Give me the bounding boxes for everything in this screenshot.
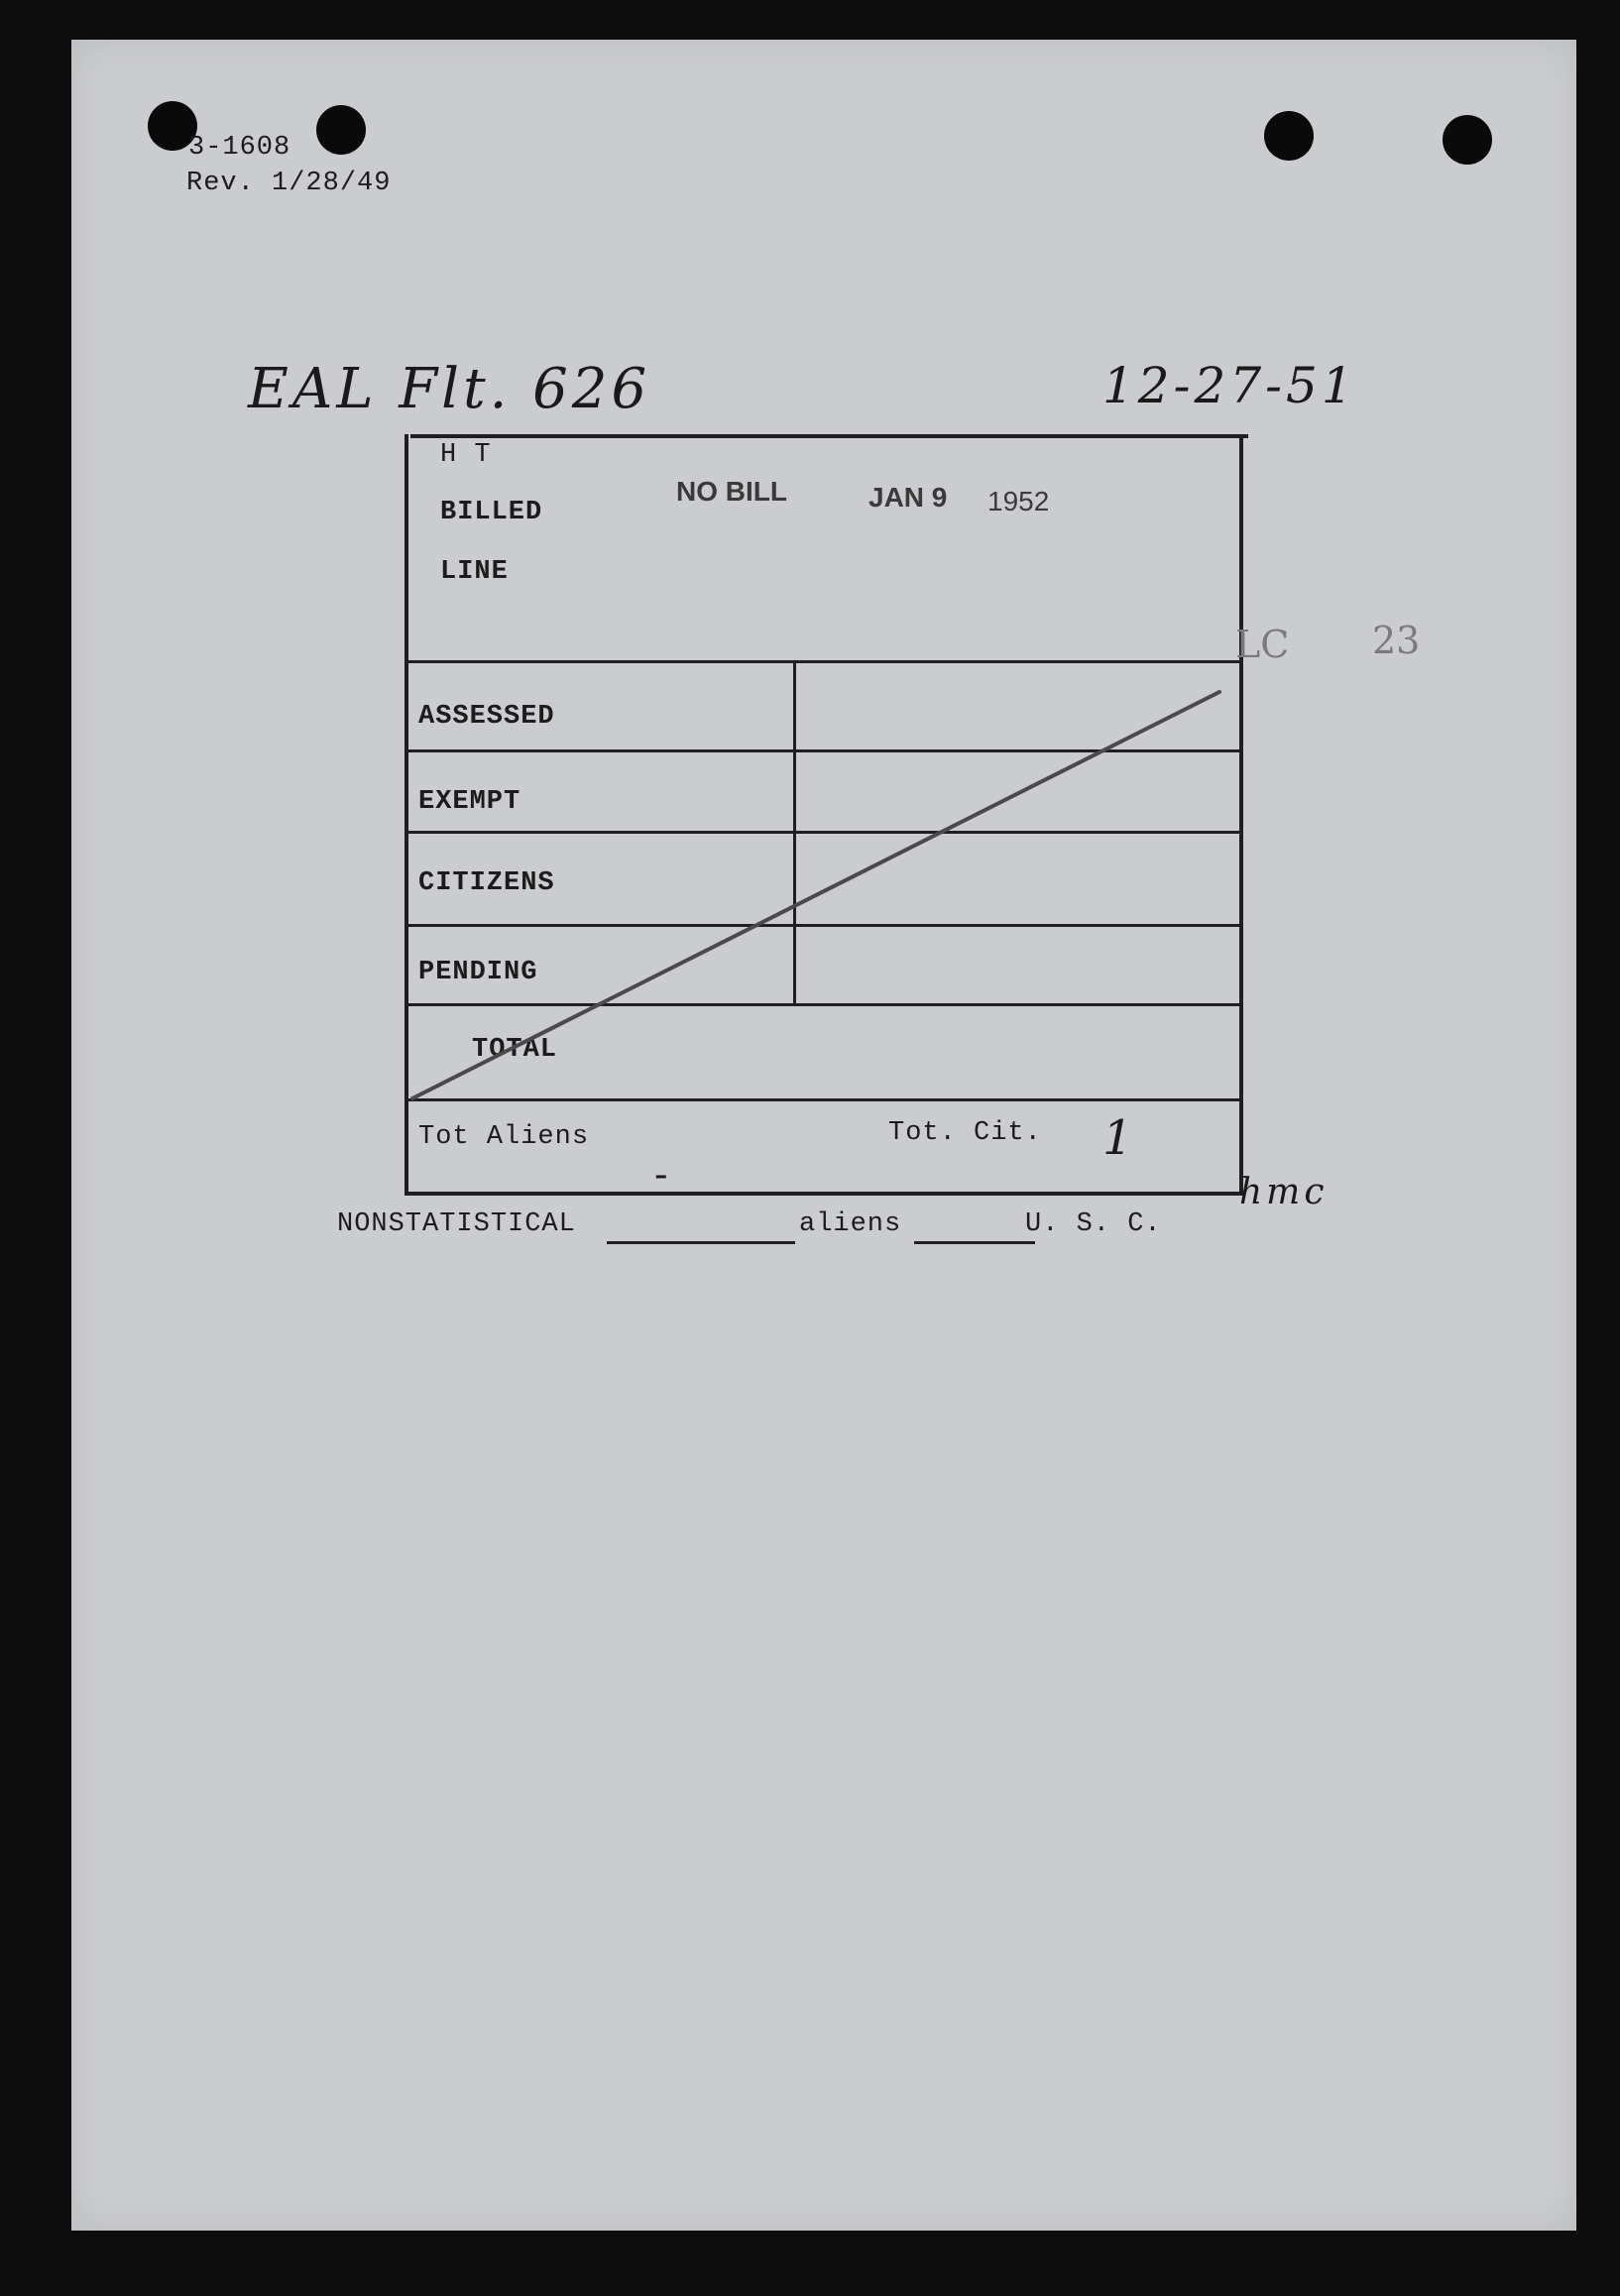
label-tot-cit: Tot. Cit. — [888, 1118, 1042, 1148]
handwritten-tot-cit-value: 1 — [1102, 1110, 1137, 1166]
header-line: LINE — [440, 557, 509, 587]
row-label-total: TOTAL — [472, 1035, 558, 1065]
side-code: LC — [1235, 623, 1290, 666]
label-tot-aliens: Tot Aliens — [418, 1122, 590, 1152]
form-number: 3-1608 — [188, 133, 291, 163]
handwritten-initials: hmc — [1239, 1172, 1329, 1212]
document-page — [71, 40, 1576, 2231]
handwritten-date: 12-27-51 — [1102, 357, 1357, 414]
label-aliens: aliens — [799, 1209, 902, 1239]
row-label-exempt: EXEMPT — [418, 787, 521, 817]
label-usc: U. S. C. — [1025, 1209, 1162, 1239]
handwritten-vessel: EAL Flt. 626 — [248, 357, 651, 421]
handwritten-tot-aliens-mark: - — [654, 1152, 672, 1198]
stamp-date-month-day: JAN 9 — [868, 482, 948, 513]
header-billed: BILLED — [440, 498, 543, 527]
row-label-pending: PENDING — [418, 958, 538, 987]
label-nonstatistical: NONSTATISTICAL — [337, 1209, 576, 1239]
stamp-no-bill: NO BILL — [676, 476, 787, 507]
side-number: 23 — [1372, 619, 1421, 662]
header-ht: H T — [440, 440, 492, 470]
form-revision: Rev. 1/28/49 — [186, 169, 392, 198]
diagonal-strike-line — [71, 40, 1576, 2231]
stamp-date-year: 1952 — [987, 486, 1050, 517]
row-label-assessed: ASSESSED — [418, 702, 555, 732]
row-label-citizens: CITIZENS — [418, 868, 555, 898]
